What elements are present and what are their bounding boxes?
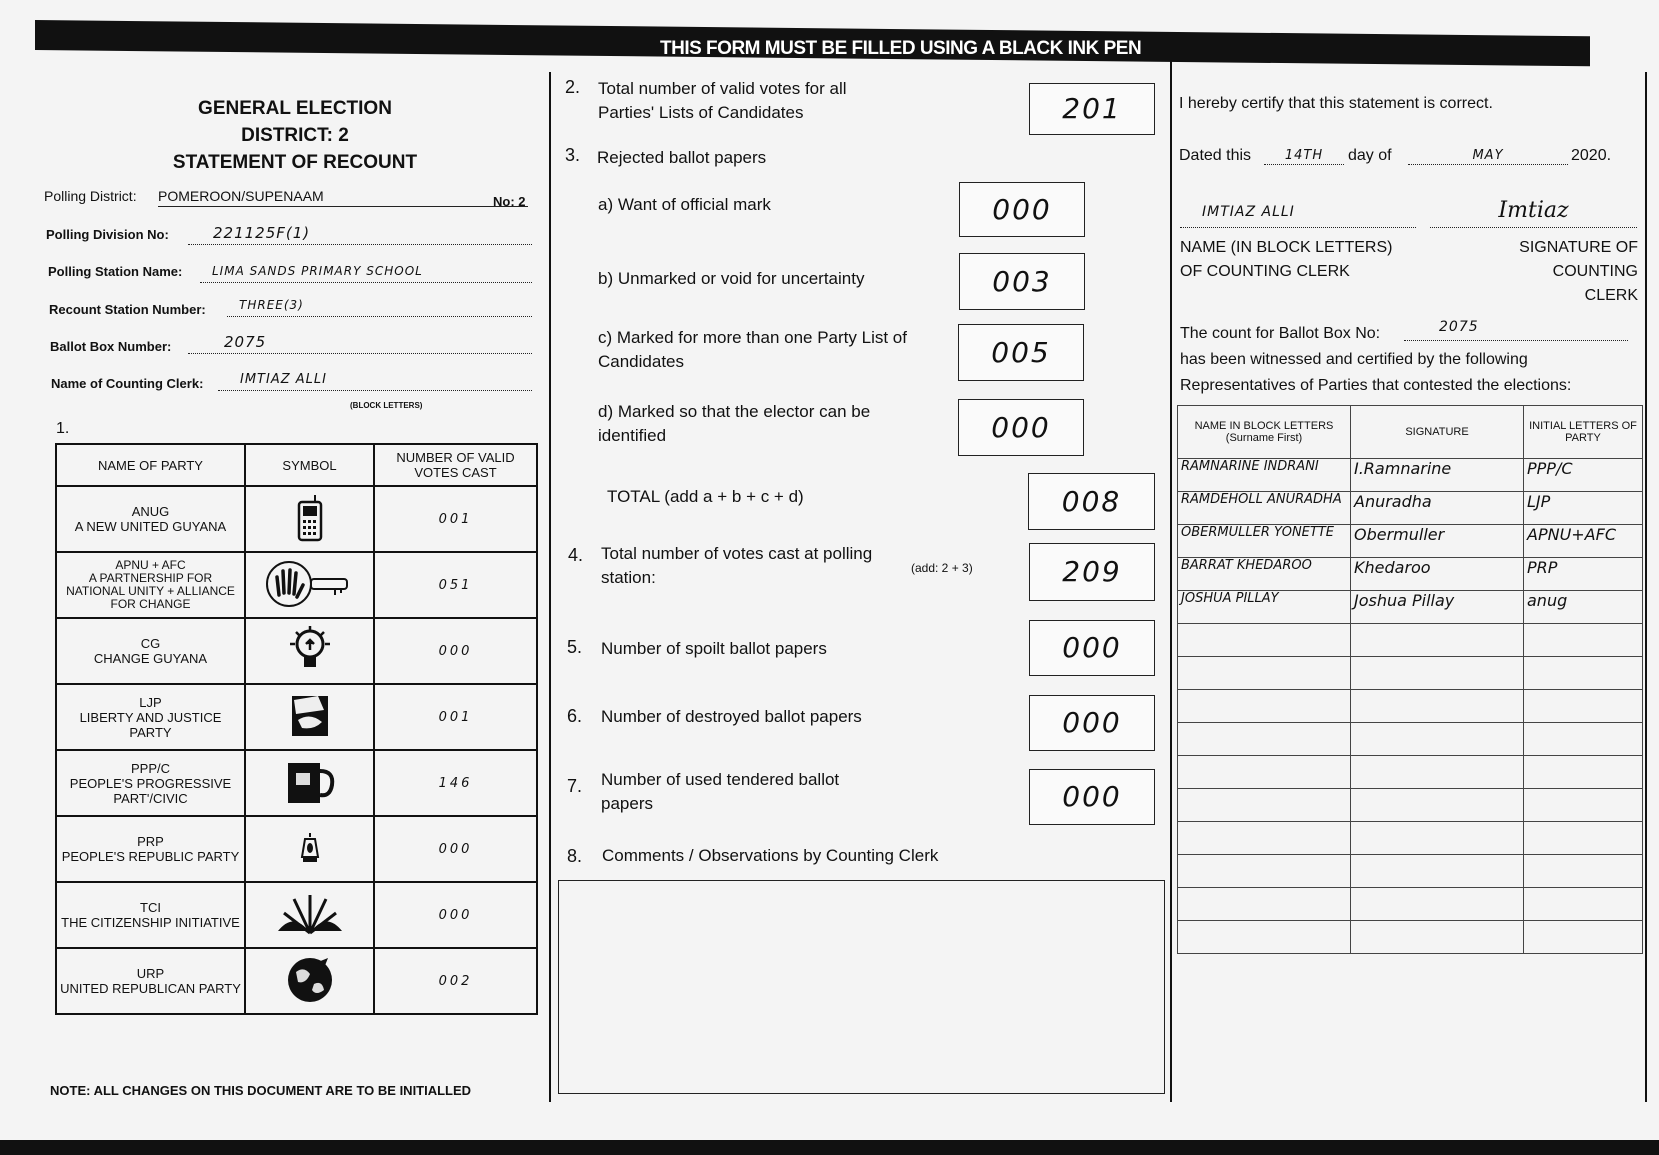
q2-value-box — [1029, 83, 1155, 135]
party-row-tci — [56, 882, 537, 948]
comments-box[interactable] — [558, 880, 1165, 1094]
party-votes: 001 — [374, 684, 537, 750]
party-abbr: LJP — [139, 694, 162, 710]
party-row-pppc — [56, 750, 537, 816]
party-abbr: PPP/C — [130, 760, 170, 776]
counting-clerk-label: Name of Counting Clerk: — [51, 376, 204, 391]
cup-icon — [245, 750, 374, 816]
party-abbr: URP — [136, 966, 165, 981]
party-row-prp — [56, 816, 537, 882]
rep-row-empty — [1178, 657, 1643, 690]
q2-text: Total number of valid votes for all Parties' Lists of Candidates — [598, 79, 847, 122]
rep-row-empty — [1178, 690, 1643, 723]
rep-row-empty — [1178, 624, 1643, 657]
polling-district-label: Polling District: — [44, 188, 137, 204]
q6-text: Number of destroyed ballot papers — [601, 707, 862, 726]
party-votes: 000 — [374, 618, 537, 684]
q4-value: 209 — [1062, 555, 1122, 588]
sig-label-line1: SIGNATURE OF COUNTING — [1519, 239, 1638, 280]
party-row-urp — [56, 948, 537, 1014]
rep-row — [1178, 558, 1643, 591]
col-rep-name: NAME IN BLOCK LETTERS (Surname First) — [1178, 406, 1351, 459]
q2-number: 2. — [565, 77, 581, 97]
party-abbr: APNU + AFC — [115, 558, 186, 572]
clerk-name: IMTIAZ ALLI — [1202, 204, 1295, 220]
q7-value-box — [1029, 769, 1155, 825]
rep-party: LJP — [1524, 492, 1643, 525]
polling-division-label: Polling Division No: — [46, 227, 169, 242]
clerk-signature: Imtiaz — [1498, 198, 1569, 223]
rep-signature: Anuradha — [1351, 492, 1524, 525]
witness-line1: has been witnessed and certified by the following — [1180, 351, 1528, 368]
dated-mid: day of — [1348, 147, 1392, 164]
party-cell — [56, 816, 245, 882]
q7-value: 000 — [1062, 780, 1122, 813]
rep-party: APNU+AFC — [1524, 525, 1643, 558]
party-cell — [56, 618, 245, 684]
party-name: THE CITIZENSHIP INITIATIVE — [61, 915, 240, 930]
party-row-anug — [56, 486, 537, 552]
section1-number: 1. — [56, 420, 70, 437]
district-no: No: 2 — [493, 194, 526, 209]
q6-number: 6. — [567, 706, 583, 726]
party-row-apnu-afc — [56, 552, 537, 618]
dated-month: MAY — [1472, 148, 1504, 163]
recount-station-label: Recount Station Number: — [49, 302, 206, 317]
rep-row — [1178, 591, 1643, 624]
q3b-value: 003 — [992, 265, 1052, 298]
counting-clerk-field — [218, 370, 532, 391]
q3-text: Rejected ballot papers — [597, 148, 767, 167]
rep-row — [1178, 492, 1643, 525]
rep-name: BARRAT KHEDAROO — [1178, 558, 1351, 591]
q3-number: 3. — [565, 145, 581, 165]
dated-day: 14TH — [1284, 148, 1324, 163]
party-row-ljp — [56, 684, 537, 750]
rep-row-empty — [1178, 723, 1643, 756]
polling-division-value: 221125F(1) — [213, 224, 311, 242]
rep-signature: Khedaroo — [1351, 558, 1524, 591]
total-text: TOTAL (add a + b + c + d) — [607, 487, 804, 506]
polling-district-field — [158, 188, 528, 207]
rep-row-empty — [1178, 888, 1643, 921]
rep-row-empty — [1178, 921, 1643, 954]
dated-day-field — [1264, 146, 1344, 165]
party-name: PEOPLE'S PROGRESSIVE PART'/CIVIC — [69, 775, 232, 806]
bulb-icon — [245, 618, 374, 684]
rep-row — [1178, 525, 1643, 558]
total-value: 008 — [1061, 485, 1122, 518]
globe-icon — [245, 948, 374, 1014]
party-votes: 051 — [374, 552, 537, 618]
party-name: A NEW UNITED GUYANA — [74, 519, 227, 534]
clerk-signature-field — [1430, 198, 1637, 228]
party-name: PEOPLE'S REPUBLIC PARTY — [61, 849, 240, 864]
counting-clerk-value: IMTIAZ ALLI — [240, 372, 327, 387]
party-cell — [56, 948, 245, 1014]
clerk-signature-label — [1433, 236, 1638, 308]
lamp-icon — [245, 816, 374, 882]
polling-division-field — [188, 224, 532, 245]
q5-value-box — [1029, 620, 1155, 676]
rep-name: JOSHUA PILLAY — [1178, 591, 1351, 624]
rep-party: anug — [1524, 591, 1643, 624]
party-table-header — [56, 444, 537, 486]
clerk-name-label: NAME (IN BLOCK LETTERS) OF COUNTING CLERK — [1180, 239, 1393, 280]
col-valid-votes: NUMBER OF VALID VOTES CAST — [374, 444, 537, 486]
q3d-value-box — [958, 399, 1084, 456]
party-name: UNITED REPUBLICAN PARTY — [60, 981, 241, 996]
rep-name: OBERMULLER YONETTE — [1178, 525, 1351, 558]
party-cell — [56, 486, 245, 552]
form-title — [150, 95, 440, 176]
q2-value: 201 — [1062, 92, 1122, 125]
rep-row — [1178, 459, 1643, 492]
certify-text: I hereby certify that this statement is correct. — [1179, 95, 1493, 112]
col-rep-party: INITIAL LETTERS OF PARTY — [1524, 406, 1643, 459]
col-symbol: SYMBOL — [245, 444, 374, 486]
q7-text: Number of used tendered ballot papers — [601, 770, 840, 813]
party-votes-table — [55, 443, 538, 1015]
divider-edge — [1645, 72, 1647, 1102]
q8-text: Comments / Observations by Counting Clerk — [602, 846, 939, 865]
ballot-box-value: 2075 — [224, 333, 267, 351]
col-party-name: NAME OF PARTY — [56, 444, 245, 486]
rep-signature: Joshua Pillay — [1351, 591, 1524, 624]
q6-value: 000 — [1062, 706, 1122, 739]
party-cell — [56, 684, 245, 750]
hand-key-icon — [245, 552, 374, 618]
count-value-field — [1404, 318, 1628, 341]
q6-value-box — [1029, 695, 1155, 751]
changes-note: NOTE: ALL CHANGES ON THIS DOCUMENT ARE TO BE INITIALLED — [50, 1083, 472, 1098]
q4-number: 4. — [568, 545, 584, 565]
party-cell — [56, 882, 245, 948]
rep-signature: Obermuller — [1351, 525, 1524, 558]
party-abbr: PRP — [137, 834, 164, 849]
witness-line2: Representatives of Parties that contested the elections: — [1180, 377, 1572, 394]
q3a-text: a) Want of official mark — [598, 195, 771, 214]
count-value: 2075 — [1439, 319, 1479, 335]
rep-party: PRP — [1524, 558, 1643, 591]
recount-station-field — [227, 296, 532, 317]
party-name: CHANGE GUYANA — [93, 651, 208, 666]
q7-number: 7. — [567, 776, 583, 796]
rep-row-empty — [1178, 855, 1643, 888]
handshake-icon — [245, 684, 374, 750]
rep-name: RAMDEHOLL ANURADHA — [1178, 492, 1351, 525]
block-letters-note: (BLOCK LETTERS) — [350, 401, 423, 410]
q3d-value: 000 — [991, 411, 1051, 444]
party-votes: 002 — [374, 948, 537, 1014]
q3d-text: d) Marked so that the elector can be identified — [598, 402, 871, 445]
party-abbr: ANUG — [131, 504, 170, 519]
bottom-bar — [0, 1140, 1659, 1155]
q3b-value-box — [959, 253, 1085, 310]
q4-value-box — [1029, 543, 1155, 601]
q3a-value: 000 — [992, 193, 1052, 226]
party-abbr: TCI — [140, 900, 161, 915]
rep-signature: I.Ramnarine — [1351, 459, 1524, 492]
count-prefix: The count for Ballot Box No: — [1180, 325, 1381, 342]
clerk-name-field — [1180, 203, 1416, 228]
divider-left — [549, 72, 551, 1102]
q3c-text: c) Marked for more than one Party List of Candidates — [598, 328, 907, 371]
q5-value: 000 — [1062, 631, 1122, 664]
reps-header — [1178, 406, 1643, 459]
representatives-table — [1177, 405, 1643, 954]
rep-row-empty — [1178, 756, 1643, 789]
rep-row-empty — [1178, 822, 1643, 855]
party-cell — [56, 552, 245, 618]
q5-text: Number of spoilt ballot papers — [601, 639, 827, 658]
party-name: A PARTNERSHIP FOR NATIONAL UNITY + ALLIANCE FOR CHANGE — [66, 571, 235, 611]
dated-month-field — [1408, 146, 1568, 165]
recount-station-value: THREE(3) — [239, 298, 304, 312]
q8-number: 8. — [567, 846, 583, 866]
party-votes: 146 — [374, 750, 537, 816]
party-votes: 000 — [374, 882, 537, 948]
sig-label-line2: CLERK — [1584, 287, 1638, 304]
party-row-cg — [56, 618, 537, 684]
polling-station-value: LIMA SANDS PRIMARY SCHOOL — [212, 264, 423, 278]
title-line-1: GENERAL ELECTION — [198, 98, 392, 119]
q5-number: 5. — [567, 637, 583, 657]
rep-party: PPP/C — [1524, 459, 1643, 492]
ballot-box-field — [188, 333, 532, 354]
party-name: LIBERTY AND JUSTICE PARTY — [79, 709, 222, 740]
title-line-2: DISTRICT: 2 — [241, 125, 349, 146]
rep-name: RAMNARINE INDRANI — [1178, 459, 1351, 492]
dated-year: 2020. — [1571, 147, 1612, 164]
polling-station-field — [200, 262, 532, 283]
dated-prefix: Dated this — [1179, 147, 1252, 164]
plant-icon — [245, 882, 374, 948]
banner-text: THIS FORM MUST BE FILLED USING A BLACK INK PEN — [660, 38, 1142, 59]
ballot-box-label: Ballot Box Number: — [50, 339, 172, 354]
q3b-text: b) Unmarked or void for uncertainty — [598, 269, 865, 288]
col-rep-signature: SIGNATURE — [1351, 406, 1524, 459]
title-line-3: STATEMENT OF RECOUNT — [172, 152, 418, 173]
q3a-value-box — [959, 182, 1085, 237]
phone-icon — [245, 486, 374, 552]
q4-note: (add: 2 + 3) — [911, 561, 973, 575]
party-cell — [56, 750, 245, 816]
divider-right — [1170, 55, 1172, 1102]
party-abbr: CG — [140, 636, 161, 651]
total-value-box — [1028, 473, 1155, 530]
polling-district-value: POMEROON/SUPENAAM — [158, 188, 324, 204]
q3c-value: 005 — [991, 336, 1051, 369]
q4-text: Total number of votes cast at polling station: — [601, 544, 873, 587]
q3c-value-box — [958, 324, 1084, 381]
rep-row-empty — [1178, 789, 1643, 822]
party-votes: 001 — [374, 486, 537, 552]
polling-station-label: Polling Station Name: — [48, 264, 183, 279]
party-votes: 000 — [374, 816, 537, 882]
